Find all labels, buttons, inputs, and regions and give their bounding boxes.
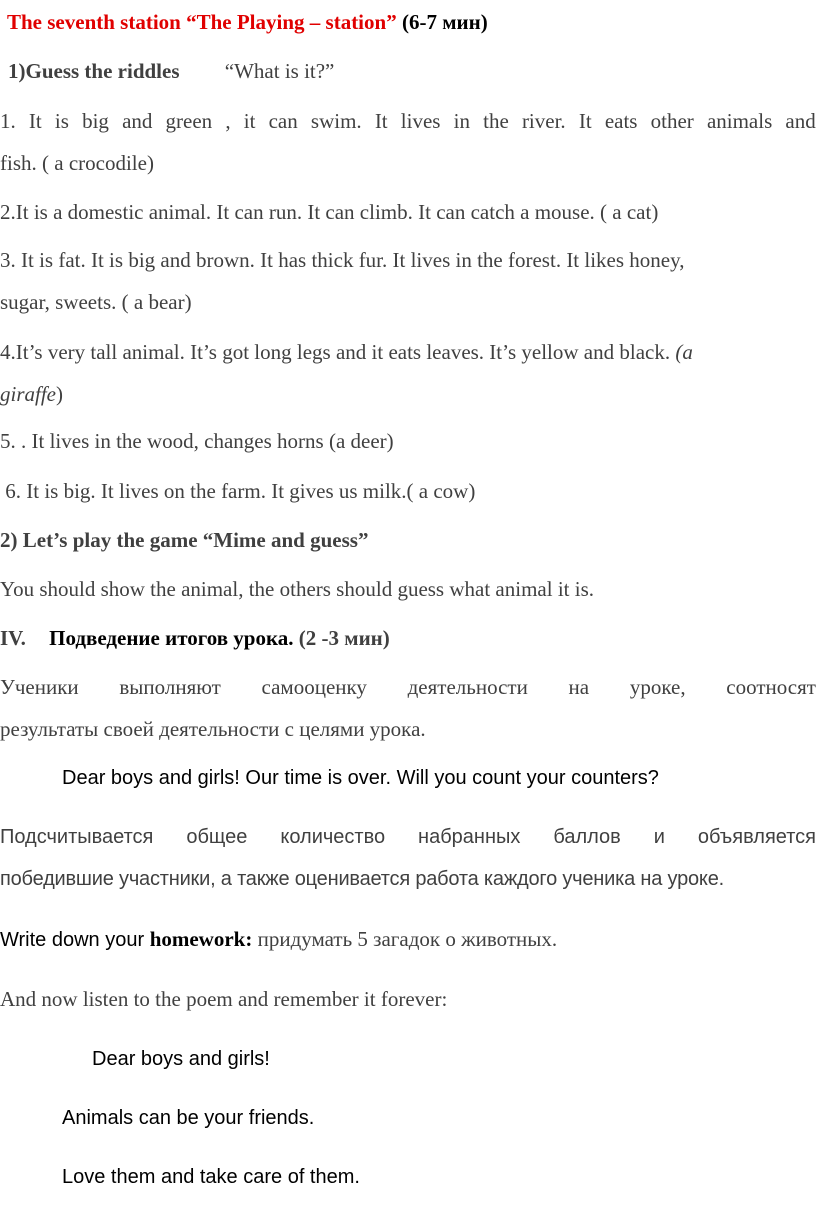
riddle-3-line-1: 3. It is fat. It is big and brown. It has thick fur. It lives in the forest. It likes honey, [0, 248, 685, 272]
riddle-1-word: swim. [310, 109, 362, 133]
summary-heading-line [0, 625, 390, 651]
riddle-4-answer-word: giraffe [0, 382, 56, 406]
poem-line-2: Animals can be your friends. [62, 1107, 315, 1129]
riddle-1-word: lives [400, 109, 441, 133]
riddle-1-word: is [54, 109, 69, 133]
riddle-1-word: green [165, 109, 213, 133]
summary-p2-line-1 [0, 824, 816, 850]
riddle-1-word: 1. [0, 109, 16, 133]
game-heading: 2) Let’s play the game “Mime and guess” [0, 528, 369, 552]
station-title-line [7, 9, 488, 35]
riddle-1-word: animals [706, 109, 773, 133]
riddle-1-word: can [268, 109, 298, 133]
riddle-3-line-2: sugar, sweets. ( a bear) [0, 290, 192, 314]
poem-line-1: Dear boys and girls! [92, 1048, 270, 1070]
riddle-1-word: , [225, 109, 231, 133]
riddle-1-word: big [82, 109, 109, 133]
teacher-line: Dear boys and girls! Our time is over. Will you count your counters? [62, 767, 659, 789]
summary-p1-line-1 [0, 674, 816, 700]
game-instruction: You should show the animal, the others should guess what animal it is. [0, 577, 594, 601]
summary-p2-line-2: победившие участники, а также оценивается работа каждого ученика на уроке. [0, 868, 724, 890]
summary-p2-word: количество [280, 826, 386, 848]
homework-line [0, 926, 557, 953]
summary-p2-word: Подсчитывается [0, 826, 154, 848]
riddle-1-line-2: fish. ( a crocodile) [0, 151, 154, 175]
summary-p2-word: и [653, 826, 665, 848]
riddle-5: 5. . It lives in the wood, changes horns (a deer) [0, 429, 394, 453]
riddle-1-word: It [28, 109, 42, 133]
poem-intro: And now listen to the poem and remember it forever: [0, 987, 448, 1011]
riddle-4-line-2 [0, 381, 63, 407]
riddle-1-word: the [483, 109, 509, 133]
riddle-4-answer-close: ) [56, 382, 63, 406]
summary-p2-word: общее [186, 826, 248, 848]
summary-p2-word: объявляется [697, 826, 816, 848]
riddle-1-word: river. [521, 109, 566, 133]
riddle-4-line-1 [0, 339, 693, 365]
summary-p1-word: выполняют [119, 675, 221, 699]
summary-p1-word: Ученики [0, 675, 79, 699]
riddle-4-answer-start: (a [675, 340, 693, 364]
riddles-question: “What is it?” [224, 59, 335, 83]
riddles-heading: 1)Guess the riddles [8, 59, 180, 83]
riddle-1-word: It [578, 109, 592, 133]
station-time: (6-7 мин) [401, 10, 488, 34]
summary-p1-word: деятельности [407, 675, 528, 699]
summary-numeral: IV. [0, 626, 26, 650]
riddle-1-word: other [650, 109, 694, 133]
summary-heading: Подведение итогов урока. [49, 626, 294, 650]
summary-p1-word: соотносят [726, 675, 816, 699]
riddle-1-word: and [785, 109, 816, 133]
riddle-2: 2.It is a domestic animal. It can run. It can climb. It can catch a mouse. ( a cat) [0, 200, 659, 224]
riddle-1-word: it [243, 109, 256, 133]
riddle-1-word: and [122, 109, 153, 133]
riddle-1-line-1 [0, 108, 816, 134]
summary-p1-word: на [568, 675, 590, 699]
summary-time: (2 -3 мин) [298, 626, 390, 650]
riddle-1-word: in [453, 109, 470, 133]
riddle-1-word: It [374, 109, 388, 133]
poem-line-3: Love them and take care of them. [62, 1166, 360, 1188]
riddle-6: 6. It is big. It lives on the farm. It gives us milk.( a cow) [0, 479, 476, 503]
riddle-1-word: eats [604, 109, 638, 133]
homework-text: придумать 5 загадок о животных. [252, 927, 558, 951]
riddle-4-text: 4.It’s very tall animal. It’s got long legs and it eats leaves. It’s yellow and black. [0, 340, 671, 364]
summary-p2-word: баллов [553, 826, 621, 848]
station-title: The seventh station “The Playing – station” [7, 10, 397, 34]
homework-label: homework: [149, 927, 253, 951]
summary-p1-word: самооценку [261, 675, 367, 699]
summary-p1-line-2: результаты своей деятельности с целями урока. [0, 717, 426, 741]
homework-prefix: Write down your [0, 929, 150, 951]
riddles-heading-line [8, 58, 334, 84]
summary-p1-word: уроке, [629, 675, 686, 699]
summary-p2-word: набранных [418, 826, 521, 848]
